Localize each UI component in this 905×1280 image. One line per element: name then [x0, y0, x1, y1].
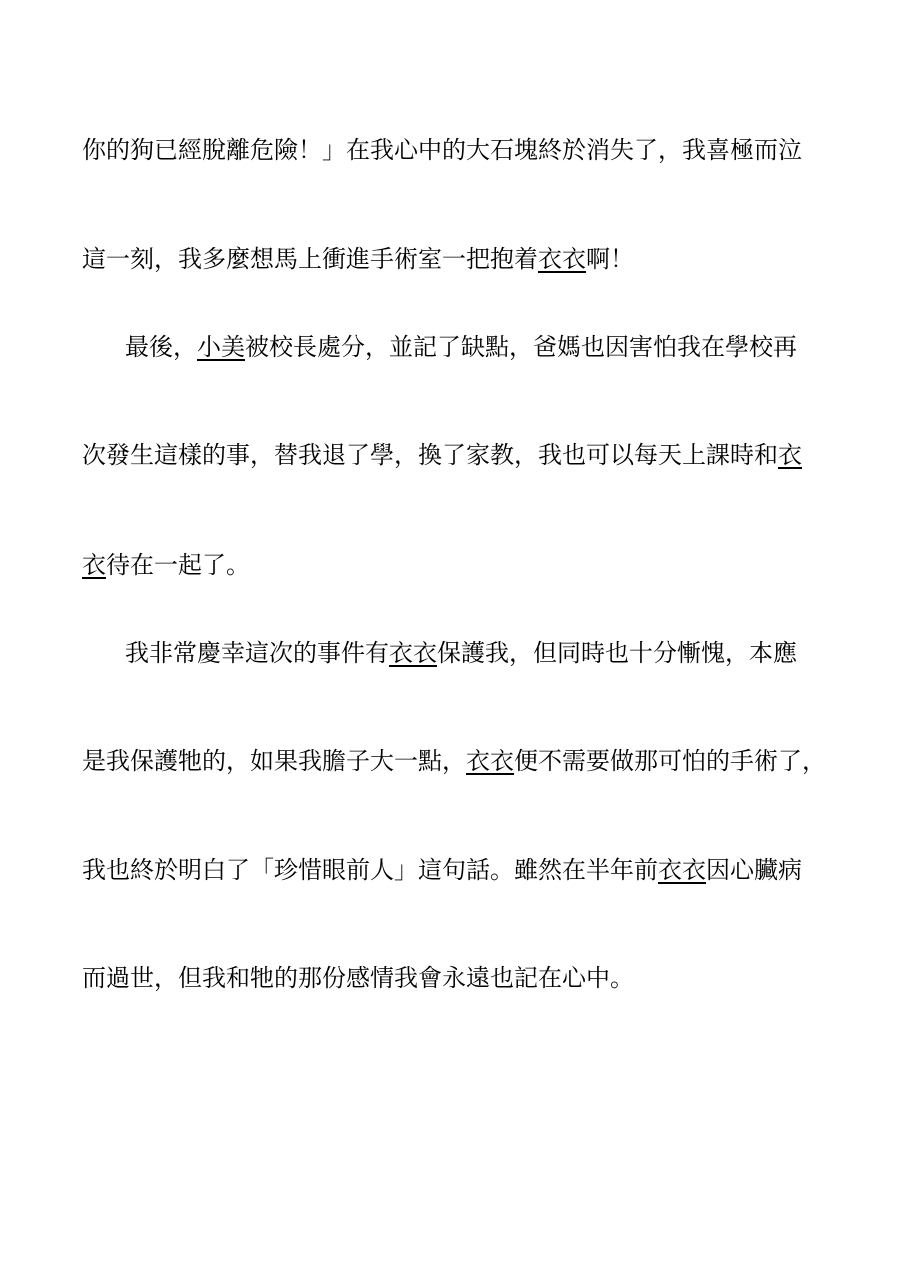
text-segment: 而過世，但我和牠的那份感情我會永遠也記在心中。 [82, 964, 634, 992]
text-segment: 你的狗已經脫離危險！」在我心中的大石塊終於消失了，我喜極而泣 [82, 136, 802, 164]
text-segment: 次發生這樣的事，替我退了學，換了家教，我也可以每天上課時和 [82, 441, 778, 469]
text-line-7 [82, 746, 826, 776]
text-segment: 最後， [125, 333, 197, 361]
text-line-2 [82, 244, 634, 274]
name-yiyi: 衣衣 [658, 856, 706, 884]
text-line-4 [82, 440, 802, 470]
text-segment: 是我保護牠的，如果我膽子大一點， [82, 747, 466, 775]
text-line-5 [82, 550, 250, 580]
text-line-1 [82, 135, 802, 165]
text-segment: 這一刻，我多麼想馬上衝進手術室一把抱着 [82, 245, 538, 273]
text-line-9 [82, 963, 634, 993]
text-segment: 被校長處分，並記了缺點，爸媽也因害怕我在學校再 [245, 333, 797, 361]
text-segment: 我也終於明白了「珍惜眼前人」這句話。雖然在半年前 [82, 856, 658, 884]
text-segment: 保護我，但同時也十分慚愧，本應 [437, 639, 797, 667]
name-yiyi-part: 衣 [778, 441, 802, 469]
text-segment: 我非常慶幸這次的事件有 [125, 639, 389, 667]
name-yiyi: 衣衣 [538, 245, 586, 273]
text-line-6 [125, 638, 797, 668]
text-segment: 便不需要做那可怕的手術了， [514, 747, 826, 775]
text-segment: 待在一起了。 [106, 551, 250, 579]
name-yiyi: 衣衣 [389, 639, 437, 667]
text-line-3 [125, 332, 797, 362]
name-yiyi: 衣衣 [466, 747, 514, 775]
name-xiaomei: 小美 [197, 333, 245, 361]
name-yiyi-part: 衣 [82, 551, 106, 579]
text-segment: 因心臟病 [706, 856, 802, 884]
text-line-8 [82, 855, 802, 885]
text-segment: 啊！ [586, 245, 634, 273]
